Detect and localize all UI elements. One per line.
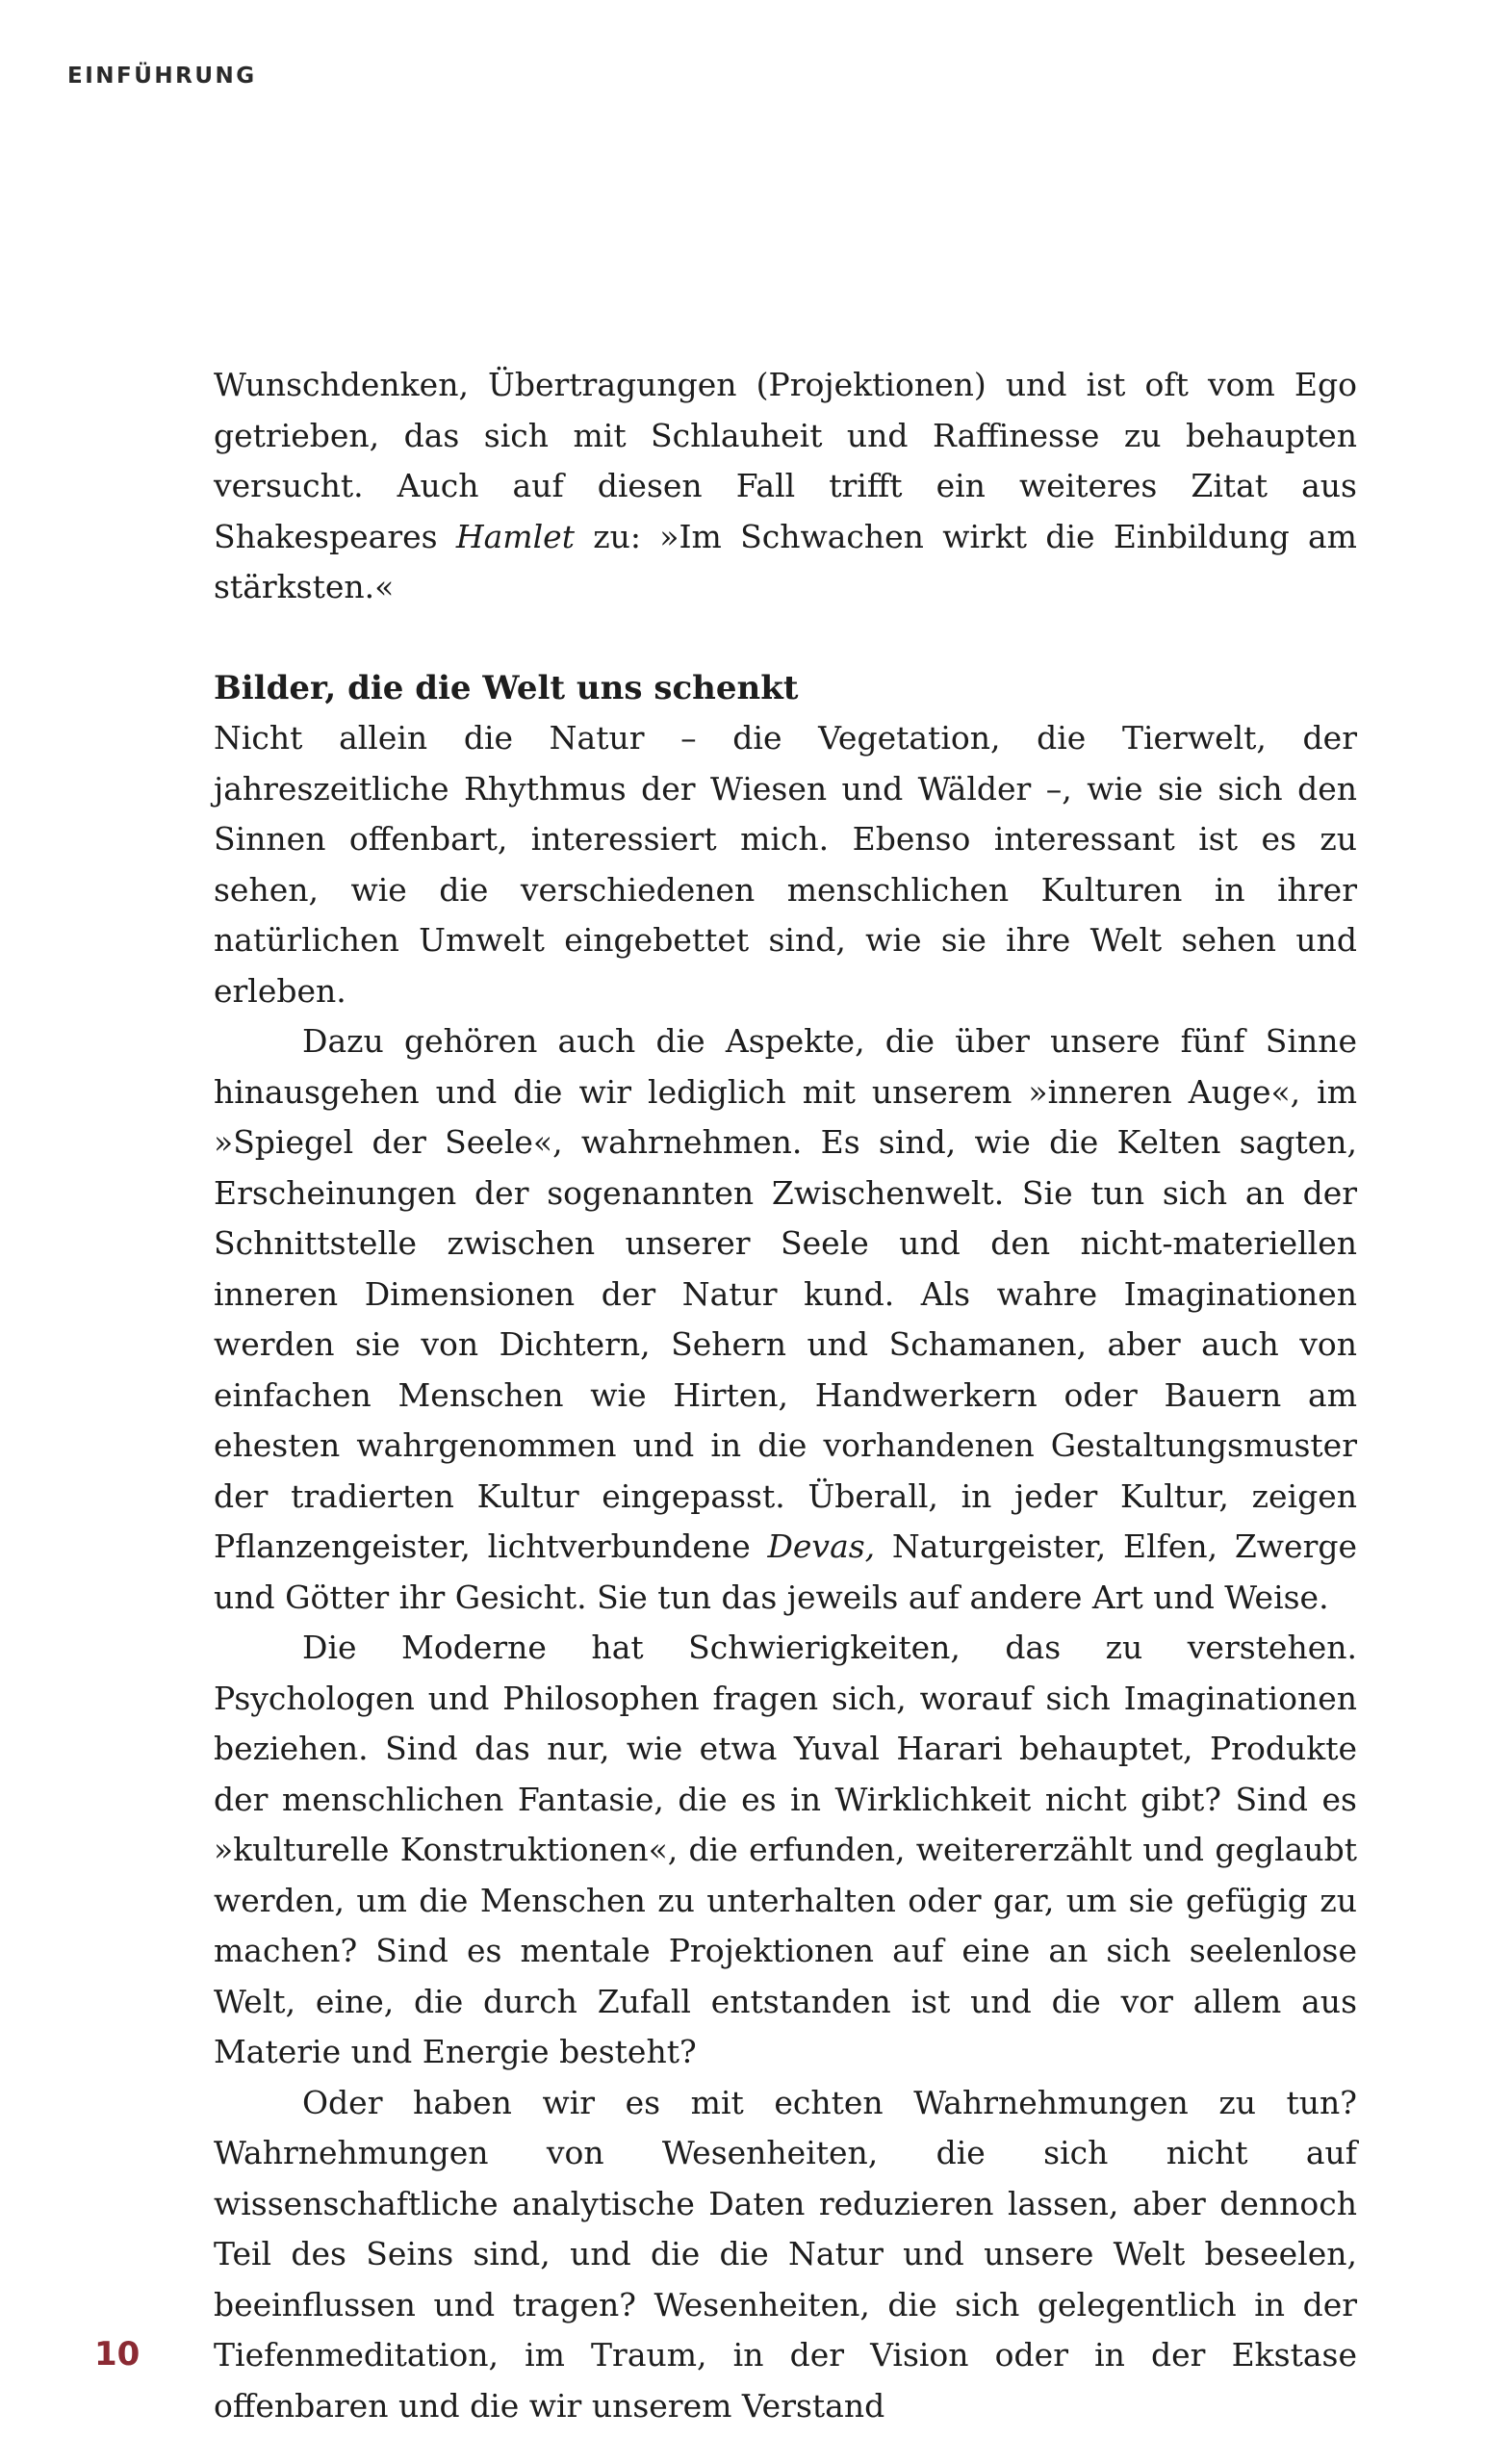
paragraph-text: zu: »Im Schwachen wirkt die Einbildung am stärksten.« (214, 517, 1357, 605)
paragraph: Die Moderne hat Schwierigkeiten, das zu verstehen. Psychologen und Philosophen fragen sich, worauf sich Imaginationen beziehen. Sind das nur, wie etwa Yuval Harari behauptet, Produkte der menschlichen Fantasie, die es in Wirklichkeit nicht gibt? Sind es »kulturelle Konstruktionen«, die erfunden, weitererzählt und geglaubt werden, um die Menschen zu unterhalten oder gar, um sie gefügig zu machen? Sind es mentale Projektionen auf eine an sich seelenlose Welt, eine, die durch Zufall entstanden ist und die vor allem aus Materie und Energie besteht? (214, 1629, 1357, 2070)
paragraph-continuation (214, 360, 1357, 613)
paragraph: Oder haben wir es mit echten Wahrnehmungen zu tun? Wahrnehmungen von Wesenheiten, die sich nicht auf wissenschaftliche analytische Daten reduzieren lassen, aber dennoch Teil des Seins sind, und die die Natur und unsere Welt beseelen, beeinflussen und tragen? Wesenheiten, die sich gelegentlich in der Tiefenmeditation, im Traum, in der Vision oder in der Ekstase offenbaren und die wir unserem Verstand (214, 2083, 1357, 2425)
paragraph-text: Dazu gehören auch die Aspekte, die über unsere fünf Sinne hinausgehen und die wir lediglich mit unserem »inneren Auge«, im »Spiegel der Seele«, wahrnehmen. Es sind, wie die Kelten sagten, Erscheinungen der sogenannten Zwischenwelt. Sie tun sich an der Schnittstelle zwischen unserer Seele und den nicht-materiellen inneren Dimensionen der Natur kund. Als wahre Imaginationen werden sie von Dichtern, Sehern und Schamanen, aber auch von einfachen Menschen wie Hirten, Handwerkern oder Bauern am ehesten wahrgenommen und in die vorhandenen Gestaltungsmuster der tradierten Kultur eingepasst. Überall, in jeder Kultur, zeigen Pflanzengeister, lichtverbundene (214, 1022, 1357, 1565)
paragraph: Nicht allein die Natur – die Vegetation, die Tierwelt, der jahreszeitliche Rhythmus der Wiesen und Wälder –, wie sie sich den Sinnen offenbart, interessiert mich. Ebenso interessant ist es zu sehen, wie die verschiedenen menschlichen Kulturen in ihrer natürlichen Umwelt eingebettet sind, wie sie ihre Welt sehen und erleben. (214, 719, 1357, 1010)
section-heading: Bilder, die die Welt uns schenkt (214, 668, 799, 707)
book-title-italic: Hamlet (455, 517, 575, 555)
paragraph (214, 1016, 1357, 1623)
section-spacer (214, 613, 1357, 663)
body-text (214, 360, 1357, 2431)
paragraph-text: Naturgeister, Elfen, Zwerge und Götter ihr Gesicht. Sie tun das jeweils auf andere Art und Weise. (214, 1527, 1357, 1616)
running-head: EINFÜHRUNG (67, 64, 257, 89)
paragraph-text: Wunschdenken, Übertragungen (Projektionen) und ist oft vom Ego getrieben, das sich mit Schlauheit und Raffinesse zu behaupten versucht. Auch auf diesen Fall trifft ein weiteres Zitat aus Shakespeares (214, 366, 1357, 555)
term-italic: Devas, (767, 1527, 876, 1565)
page-number: 10 (94, 2335, 141, 2374)
